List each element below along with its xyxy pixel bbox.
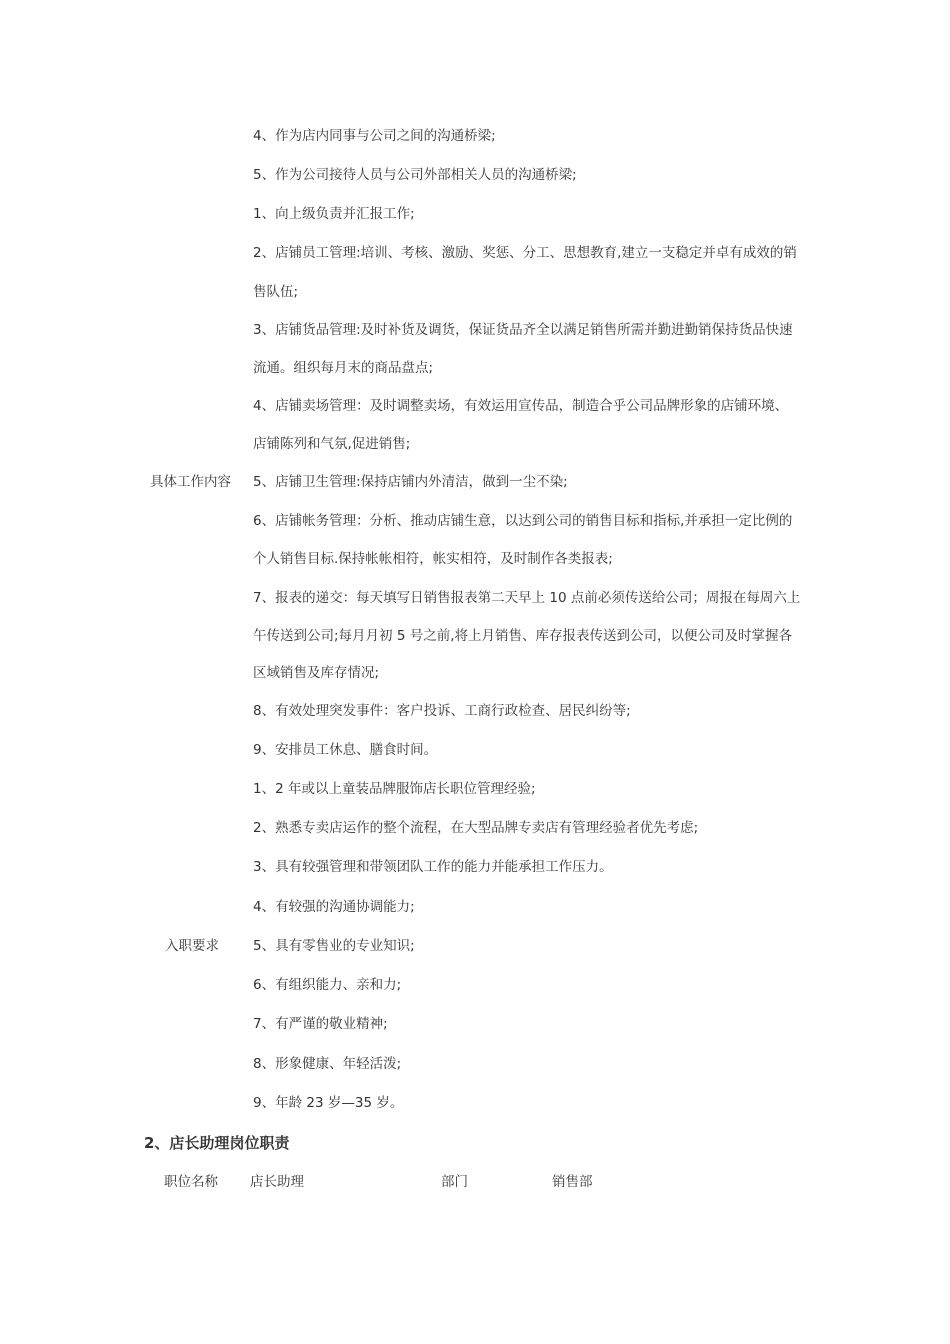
requirement-line: 2、熟悉专卖店运作的整个流程，在大型品牌专卖店有管理经验者优先考虑;	[253, 820, 699, 836]
work-line: 售队伍;	[253, 284, 299, 300]
work-line: 8、有效处理突发事件：客户投诉、工商行政检查、居民纠纷等;	[253, 703, 631, 719]
work-line: 3、店铺货品管理:及时补货及调货，保证货品齐全以满足销售所需并勤进勤销保持货品快速	[253, 322, 793, 338]
requirement-line: 7、有严谨的敬业精神;	[253, 1016, 388, 1032]
requirements-label: 入职要求	[165, 938, 219, 954]
work-line: 2、店铺员工管理:培训、考核、激励、奖惩、分工、思想教育,建立一支稳定并卓有成效的销	[253, 245, 797, 261]
work-line: 午传送到公司;每月月初 5 号之前,将上月销售、库存报表传送到公司，以便公司及时掌握各	[253, 628, 793, 644]
work-line: 个人销售目标.保持帐帐相符，帐实相符，及时制作各类报表;	[253, 551, 613, 567]
work-line: 5、店铺卫生管理:保持店铺内外清洁，做到一尘不染;	[253, 474, 568, 490]
work-line: 7、报表的递交：每天填写日销售报表第二天早上 10 点前必须传送给公司；周报在每周六上	[253, 590, 801, 606]
work-line: 9、安排员工休息、膳食时间。	[253, 742, 438, 758]
work-line: 区域销售及库存情况;	[253, 665, 380, 681]
work-content-label: 具体工作内容	[150, 474, 231, 490]
position-name-value: 店长助理	[250, 1174, 304, 1190]
department-value: 销售部	[552, 1174, 593, 1190]
requirement-line: 5、具有零售业的专业知识;	[253, 938, 415, 954]
work-line: 1、向上级负责并汇报工作;	[253, 206, 415, 222]
requirement-line: 1、2 年或以上童装品牌服饰店长职位管理经验;	[253, 781, 536, 797]
section-heading: 2、店长助理岗位职责	[144, 1134, 290, 1152]
position-name-label: 职位名称	[164, 1174, 218, 1190]
requirement-line: 8、形象健康、年轻活泼;	[253, 1056, 402, 1072]
requirement-line: 6、有组织能力、亲和力;	[253, 977, 402, 993]
requirement-line: 3、具有较强管理和带领团队工作的能力并能承担工作压力。	[253, 859, 613, 875]
work-line: 4、店铺卖场管理：及时调整卖场，有效运用宣传品，制造合乎公司品牌形象的店铺环境、	[253, 398, 789, 414]
duty-line: 5、作为公司接待人员与公司外部相关人员的沟通桥梁;	[253, 167, 577, 183]
duty-line: 4、作为店内同事与公司之间的沟通桥梁;	[253, 128, 496, 144]
work-line: 6、店铺帐务管理：分析、推动店铺生意，以达到公司的销售目标和指标,并承担一定比例的	[253, 513, 793, 529]
department-label: 部门	[441, 1174, 468, 1190]
work-line: 店铺陈列和气氛,促进销售;	[253, 436, 411, 452]
requirement-line: 4、有较强的沟通协调能力;	[253, 899, 415, 915]
requirement-line: 9、年龄 23 岁—35 岁。	[253, 1095, 404, 1111]
work-line: 流通。组织每月末的商品盘点;	[253, 360, 434, 376]
